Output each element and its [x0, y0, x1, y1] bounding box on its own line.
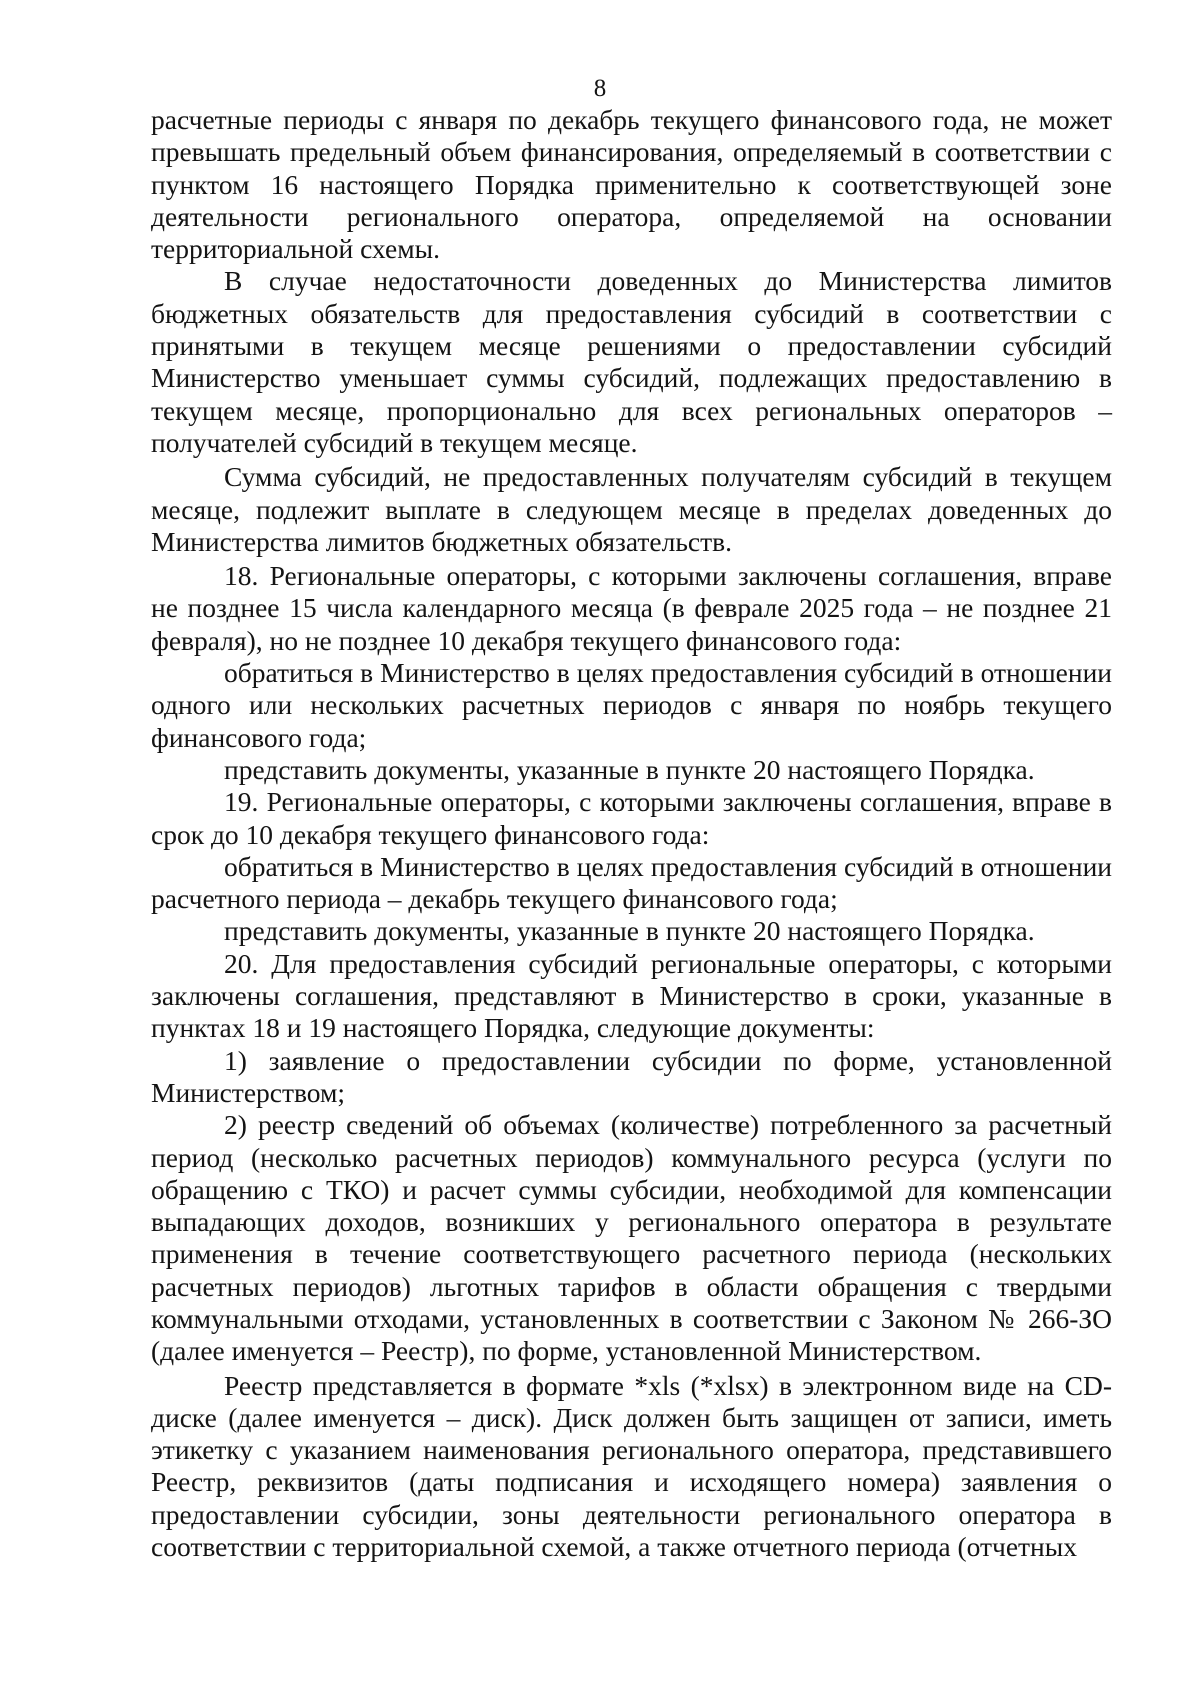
- paragraph-item-20-application: 1) заявление о предоставлении субсидии по форме, установленной Министерством;: [151, 1044, 1112, 1108]
- paragraph-item-18: 18. Региональные операторы, с которыми заключены соглашения, вправе не позднее 15 числа календарного месяца (в феврале 2025 года – не позднее 21 февраля), но не позднее 10 декабря текущего финансового года:: [151, 560, 1112, 656]
- paragraph-unpaid-subsidies: Сумма субсидий, не предоставленных получателям субсидий в текущем месяце, подлежит выплате в следующем месяце в пределах доведенных до Министерства лимитов бюджетных обязательств.: [151, 461, 1112, 557]
- paragraph-registry-format: Реестр представляется в формате *xls (*xlsx) в электронном виде на CD-диске (далее именуется – диск). Диск должен быть защищен от записи, иметь этикетку с указанием наименования регионального оператора, представившего Реестр, реквизитов (даты подписания и исходящего номера) заявления о предоставлении субсидии, зоны деятельности регионального оператора в соответствии с территориальной схемой, а также отчетного периода (отчетных: [151, 1369, 1112, 1563]
- page-number: 8: [593, 75, 607, 102]
- paragraph-item-19: 19. Региональные операторы, с которыми заключены соглашения, вправе в срок до 10 декабря текущего финансового года:: [151, 786, 1112, 850]
- paragraph-item-20: 20. Для предоставления субсидий региональные операторы, с которыми заключены соглашения, представляют в Министерство в сроки, указанные в пунктах 18 и 19 настоящего Порядка, следующие документы:: [151, 947, 1112, 1044]
- paragraph-item-18-apply: обратиться в Министерство в целях предоставления субсидий в отношении одного или нескольких расчетных периодов с января по ноябрь текущего финансового года;: [151, 657, 1112, 753]
- document-body: [151, 104, 1112, 1563]
- paragraph-item-18-documents: представить документы, указанные в пункте 20 настоящего Порядка.: [224, 753, 1035, 785]
- paragraph-item-19-documents: представить документы, указанные в пункте 20 настоящего Порядка.: [224, 915, 1035, 947]
- paragraph-continuation: расчетные периоды с января по декабрь текущего финансового года, не может превышать предельный объем финансирования, определяемый в соответствии с пунктом 16 настоящего Порядка применительно к соответствующей зоне деятельности регионального оператора, определяемой на основании территориальной схемы.: [151, 104, 1112, 265]
- paragraph-item-19-apply: обратиться в Министерство в целях предоставления субсидий в отношении расчетного периода – декабрь текущего финансового года;: [151, 850, 1112, 915]
- paragraph-limits-shortage: В случае недостаточности доведенных до Министерства лимитов бюджетных обязательств для предоставления субсидий в соответствии с принятыми в текущем месяце решениями о предоставлении субсидий Министерство уменьшает суммы субсидий, подлежащих предоставлению в текущем месяце, пропорционально для всех региональных операторов – получателей субсидий в текущем месяце.: [151, 265, 1112, 458]
- paragraph-item-20-registry: 2) реестр сведений об объемах (количестве) потребленного за расчетный период (несколько расчетных периодов) коммунального ресурса (услуги по обращению с ТКО) и расчет суммы субсидии, необходимой для компенсации выпадающих доходов, возникших у регионального оператора в результате применения в течение соответствующего расчетного периода (нескольких расчетных периодов) льготных тарифов в области обращения с твердыми коммунальными отходами, установленных в соответствии с Законом № 266-ЗО (далее именуется – Реестр), по форме, установленной Министерством.: [151, 1109, 1112, 1367]
